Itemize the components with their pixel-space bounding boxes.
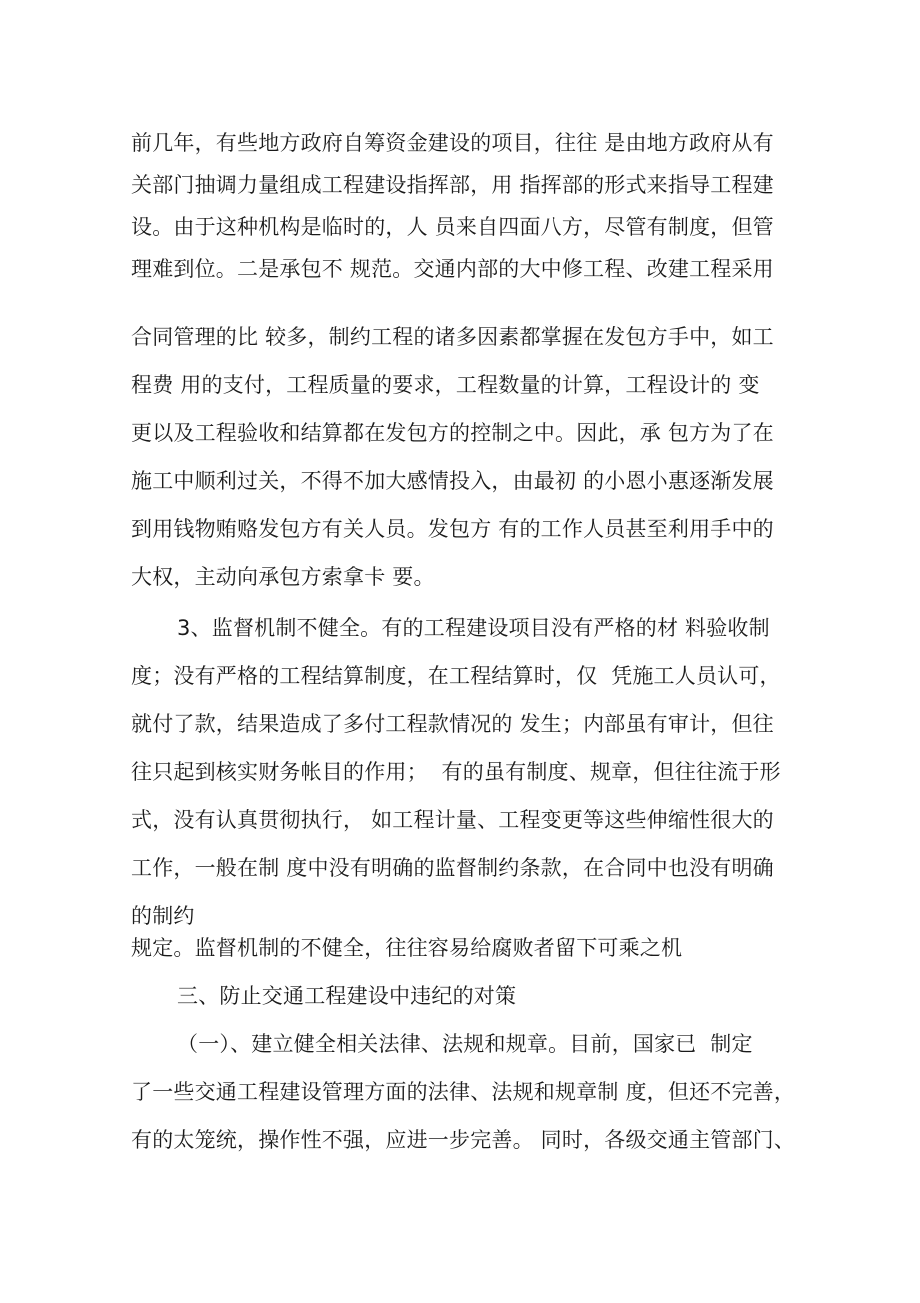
paragraph-line: 往只起到核实财务帐目的作用； 有的虽有制度、规章，但往往流于形	[131, 760, 781, 784]
paragraph-line: 施工中顺利过关，不得不加大感情投入，由最初 的小恩小惠逐渐发展	[131, 469, 774, 493]
section-3-first-line: 3、监督机制不健全。有的工程建设项目没有严格的材 料验收制	[177, 616, 770, 640]
paragraph-line: 到用钱物贿赂发包方有关人员。发包方 有的工作人员甚至利用手中的	[131, 517, 774, 541]
paragraph-line: 式，没有认真贯彻执行， 如工程计量、工程变更等这些伸缩性很大的	[131, 808, 774, 832]
paragraph-line: 更以及工程验收和结算都在发包方的控制之中。因此，承 包方为了在	[131, 421, 774, 445]
section-heading: 三、防止交通工程建设中违纪的对策	[177, 984, 517, 1008]
paragraph-line: 度；没有严格的工程结算制度，在工程结算时，仅 凭施工人员认可，	[131, 664, 781, 688]
subsection-first-line: （一）、建立健全相关法律、法规和规章。目前，国家已 制定	[177, 1032, 753, 1056]
paragraph-line: 规定。监督机制的不健全，往往容易给腐败者留下可乘之机	[131, 936, 683, 960]
paragraph-line: 程费 用的支付，工程质量的要求，工程数量的计算，工程设计的 变	[131, 373, 760, 397]
paragraph-line: 的制约	[131, 904, 195, 928]
paragraph-line: 工作，一般在制 度中没有明确的监督制约条款，在合同中也没有明确	[131, 856, 774, 880]
paragraph-line: 前几年，有些地方政府自筹资金建设的项目，往往 是由地方政府从有	[131, 131, 774, 155]
paragraph-line: 有的太笼统，操作性不强，应进一步完善。 同时，各级交通主管部门、	[131, 1128, 796, 1152]
paragraph-line: 理难到位。二是承包不 规范。交通内部的大中修工程、改建工程采用	[131, 257, 774, 281]
paragraph-line: 合同管理的比 较多，制约工程的诸多因素都掌握在发包方手中，如工	[131, 325, 774, 349]
paragraph-line: 就付了款，结果造成了多付工程款情况的 发生；内部虽有审计，但往	[131, 712, 774, 736]
paragraph-line: 关部门抽调力量组成工程建设指挥部，用 指挥部的形式来指导工程建	[131, 173, 774, 197]
paragraph-line: 大权，主动向承包方索拿卡 要。	[131, 565, 435, 589]
paragraph-line: 设。由于这种机构是临时的，人 员来自四面八方，尽管有制度，但管	[131, 215, 774, 239]
paragraph-line: 了一些交通工程建设管理方面的法律、法规和规章制 度，但还不完善，	[131, 1080, 796, 1104]
